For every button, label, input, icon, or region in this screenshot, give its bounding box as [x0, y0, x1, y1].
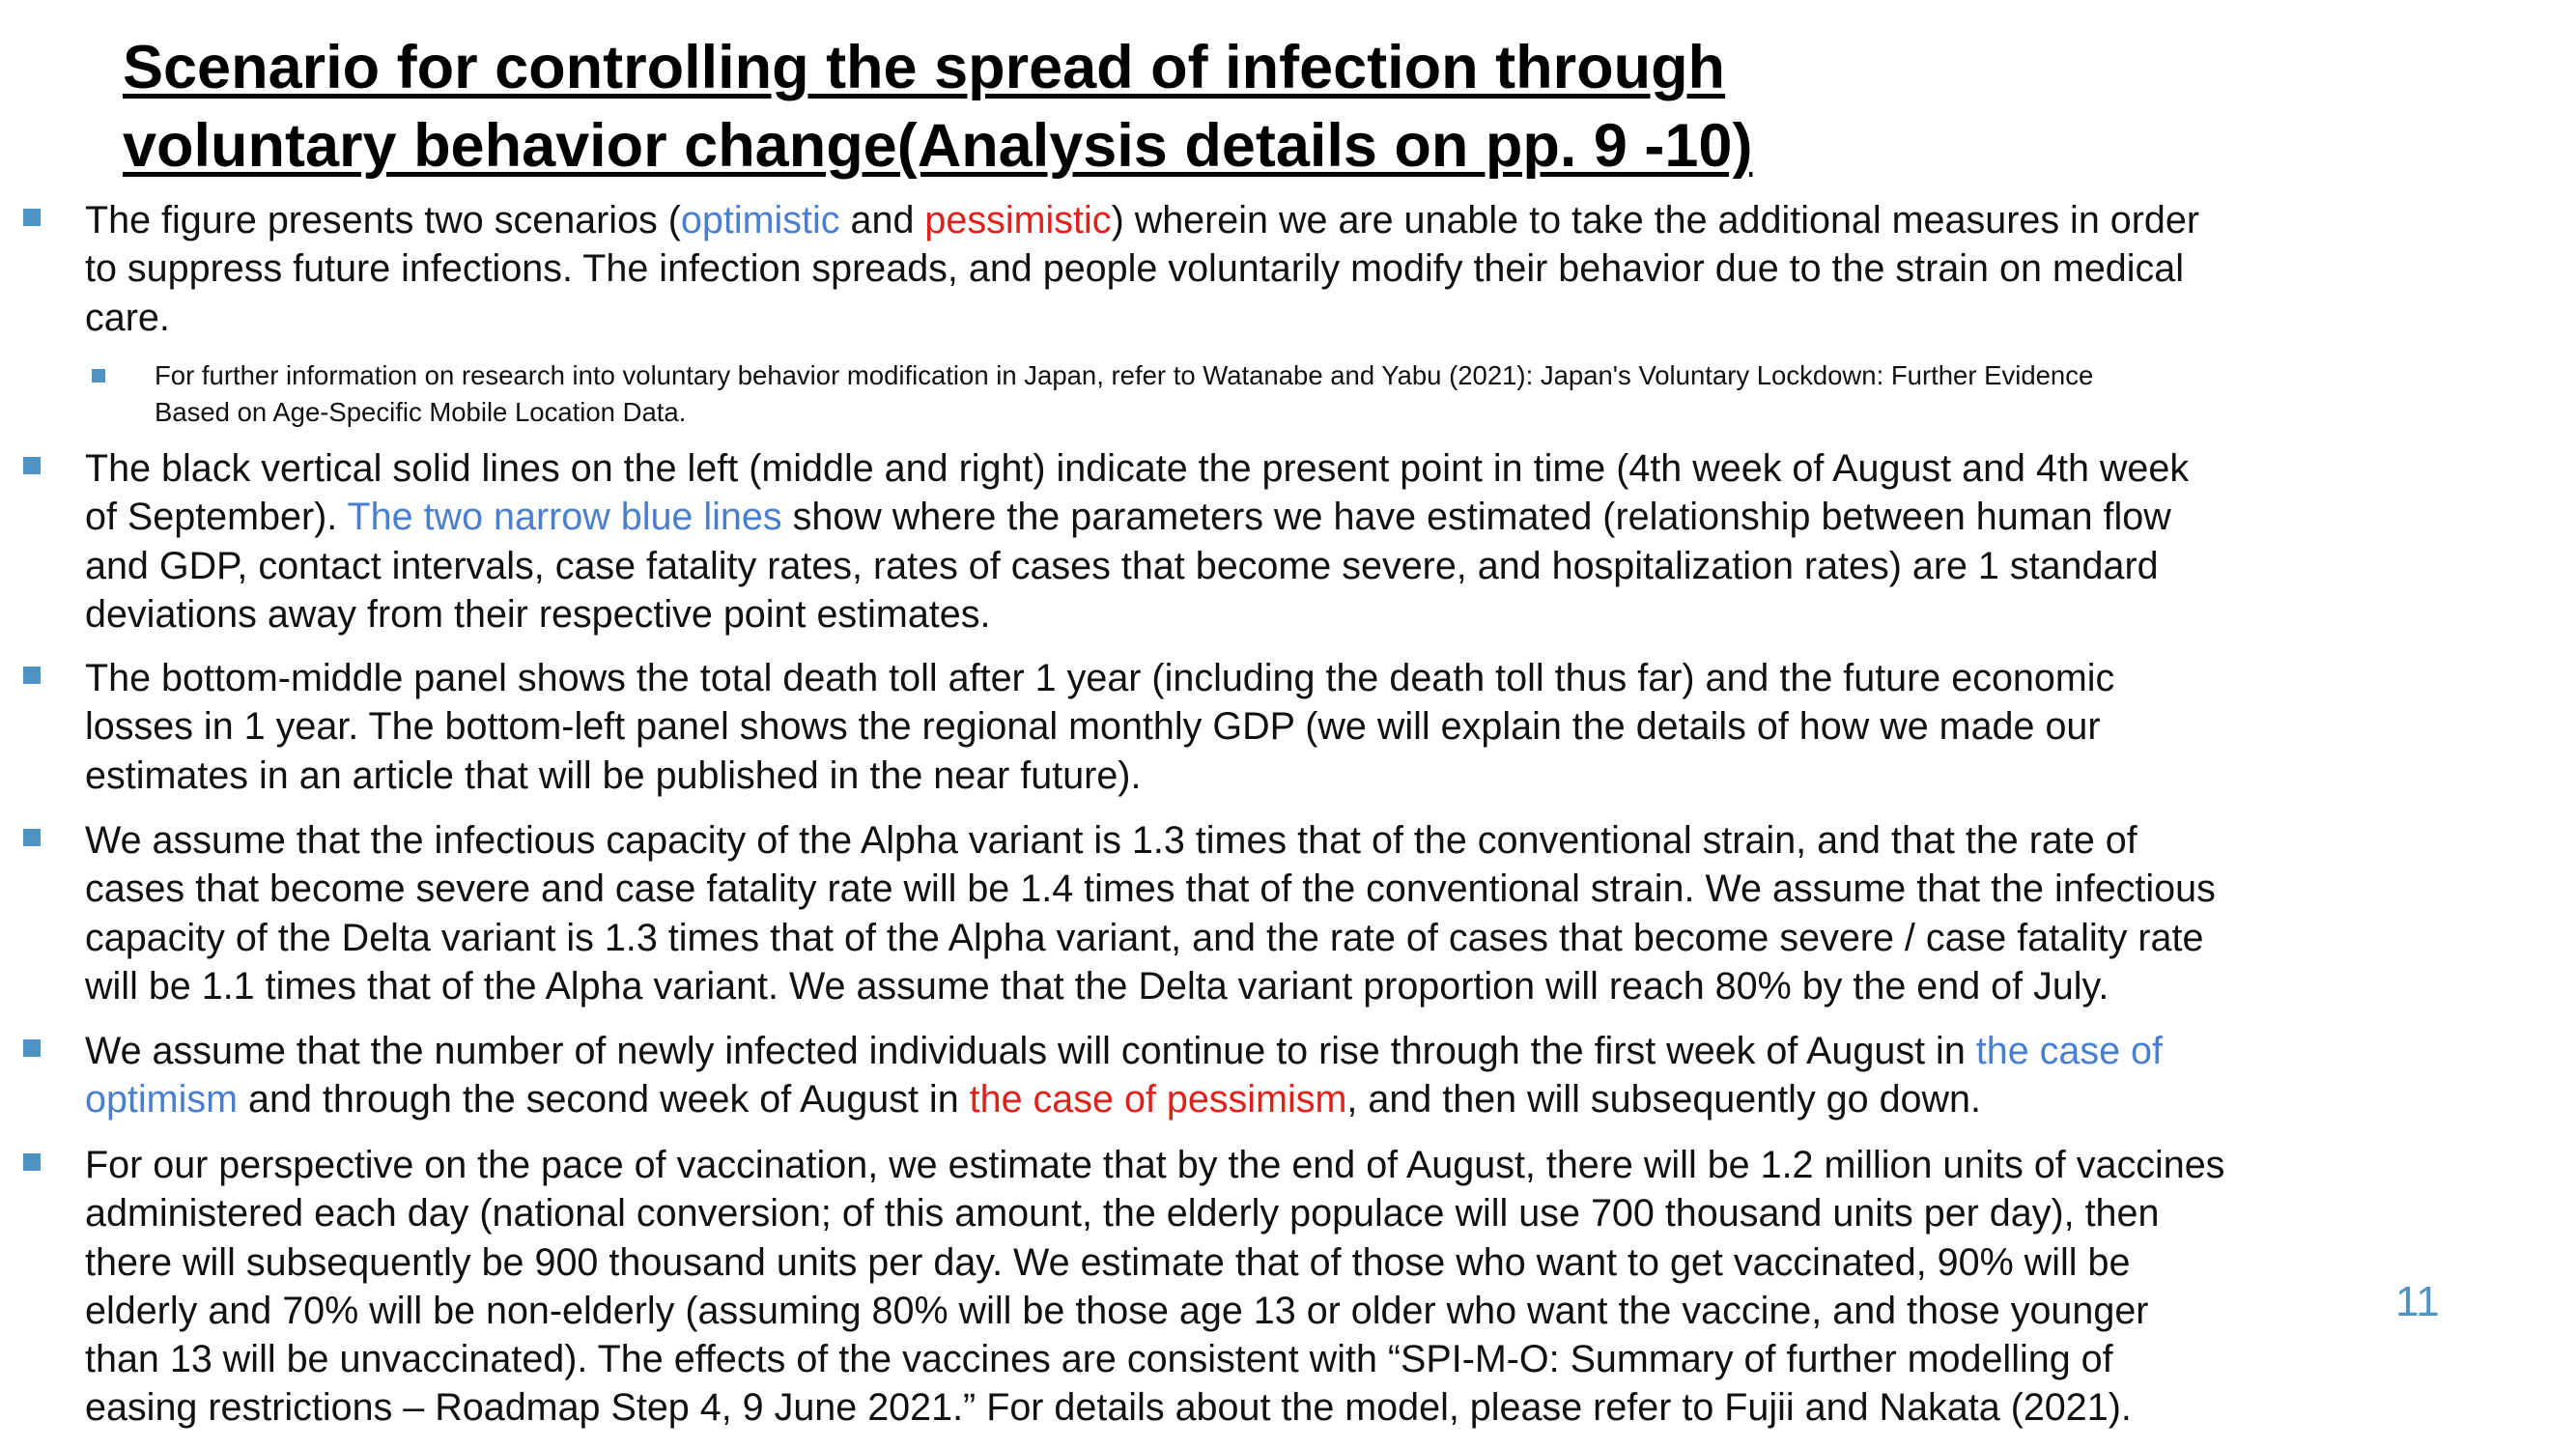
text-line: deviations away from their respective point estimates. — [85, 592, 991, 636]
square-bullet-icon — [23, 1039, 41, 1057]
text-line: cases that become severe and case fatality rate will be 1.4 times that of the conventional strain. We assume that the infectious — [85, 867, 2216, 911]
square-bullet-icon — [23, 457, 41, 474]
bullet-text — [85, 444, 2422, 639]
bullet-text — [85, 1027, 2422, 1124]
square-bullet-icon — [92, 369, 105, 383]
text-line: The black vertical solid lines on the left (middle and right) indicate the present point in time (4th week of August and 4th week — [85, 447, 2190, 490]
text-line — [85, 1027, 2422, 1075]
text-run: and through the second week of August in — [238, 1078, 970, 1122]
blue-lines-label: The two narrow blue lines — [347, 496, 782, 539]
text-line: care. — [85, 296, 170, 339]
title-line-1: Scenario for controlling the spread of infection through — [123, 34, 1726, 101]
bullet-text — [85, 1141, 2422, 1433]
square-bullet-icon — [23, 209, 41, 226]
text-run: We assume that the number of newly infected individuals will continue to rise through the first week of August in — [85, 1030, 1976, 1072]
text-line: The bottom-middle panel shows the total death toll after 1 year (including the death toll thus far) and the future economic — [85, 657, 2115, 699]
text-run: and — [839, 199, 925, 242]
text-line: losses in 1 year. The bottom-left panel shows the regional monthly GDP (we will explain the details of how we made our — [85, 705, 2101, 749]
text-line: We assume that the infectious capacity of the Alpha variant is 1.3 times that of the conventional strain, and that the rate of — [85, 819, 2137, 862]
text-line: elderly and 70% will be non-elderly (assuming 80% will be those age 13 or older who want the vaccine, and those younger — [85, 1289, 2149, 1332]
square-bullet-icon — [23, 829, 41, 846]
square-bullet-icon — [23, 1153, 41, 1171]
pessimistic-label: pessimistic — [924, 199, 1112, 242]
pessimism-case-label: the case of pessimism — [969, 1078, 1347, 1122]
slide-title — [123, 29, 1958, 185]
page-number: 11 — [2395, 1278, 2440, 1325]
text-run: of September). — [85, 496, 348, 539]
text-line: For further information on research into voluntary behavior modification in Japan, refer to Watanabe and Yabu (2021): Japan's Voluntary Lockdown: Further Evidence — [155, 360, 2094, 390]
optimistic-label: optimistic — [680, 199, 840, 242]
text-run: The figure presents two scenarios ( — [85, 199, 681, 242]
text-line: Based on Age-Specific Mobile Location Data. — [155, 396, 687, 427]
optimism-case-label: optimism — [85, 1078, 239, 1122]
sub-bullet-text — [155, 357, 2492, 430]
text-line: will be 1.1 times that of the Alpha variant. We assume that the Delta variant proportion will reach 80% by the end of July. — [85, 964, 2109, 1008]
text-run: , and then will subsequently go down. — [1346, 1078, 1981, 1122]
text-line: and GDP, contact intervals, case fatality rates, rates of cases that become severe, and hospitalization rates) are 1 standard — [85, 544, 2159, 587]
text-line: there will subsequently be 900 thousand units per day. We estimate that of those who want to get vaccinated, 90% will be — [85, 1240, 2131, 1284]
text-line — [85, 493, 2422, 541]
text-line: easing restrictions – Roadmap Step 4, 9 June 2021.” For details about the model, please refer to Fujii and Nakata (2021). — [85, 1386, 2132, 1430]
title-line-2: voluntary behavior change(Analysis details on pp. 9 -10) — [123, 112, 1753, 180]
text-run: show where the parameters we have estimated (relationship between human flow — [781, 496, 2171, 539]
text-line: capacity of the Delta variant is 1.3 times that of the Alpha variant, and the rate of cases that become severe / case fatality rate — [85, 916, 2204, 959]
text-line: For our perspective on the pace of vaccination, we estimate that by the end of August, there will be 1.2 million units of vaccines — [85, 1144, 2225, 1186]
text-line — [85, 196, 2422, 244]
text-line — [85, 1075, 2422, 1123]
text-line: administered each day (national conversion; of this amount, the elderly populace will use 700 thousand units per day), then — [85, 1192, 2160, 1236]
text-line: than 13 will be unvaccinated). The effects of the vaccines are consistent with “SPI-M-O: Summary of further modelling of — [85, 1338, 2113, 1381]
text-run: ) wherein we are unable to take the additional measures in order — [1111, 199, 2199, 242]
optimism-case-label: the case of — [1975, 1030, 2164, 1072]
text-line: to suppress future infections. The infection spreads, and people voluntarily modify their behavior due to the strain on medical — [85, 247, 2185, 291]
bullet-text — [85, 654, 2422, 800]
bullet-text — [85, 816, 2422, 1010]
square-bullet-icon — [23, 667, 41, 684]
bullet-text — [85, 196, 2422, 342]
text-line: estimates in an article that will be published in the near future). — [85, 753, 1142, 797]
